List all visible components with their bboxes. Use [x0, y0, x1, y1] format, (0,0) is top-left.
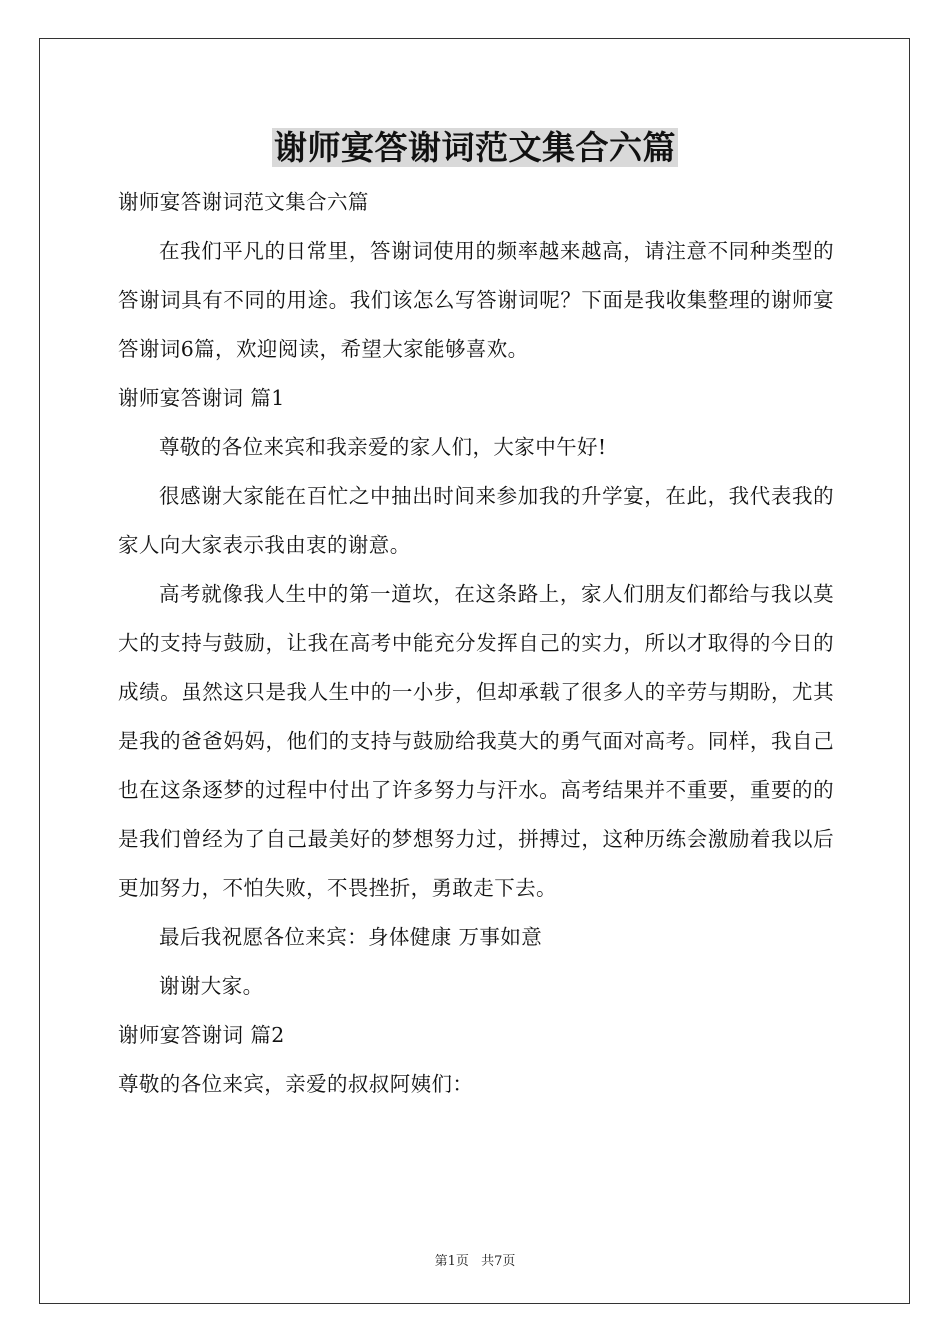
paragraph-closing: 谢谢大家。: [159, 974, 264, 998]
page-number: 第1页: [434, 1254, 469, 1269]
document-title-text: 谢师宴答谢词范文集合六篇: [274, 128, 676, 167]
document-title: [0, 127, 950, 169]
paragraph-thanks: 很感谢大家能在百忙之中抽出时间来参加我的升学宴，在此，我代表我的家人向大家表示我由衷的谢意。: [118, 484, 834, 557]
paragraph-subtitle: 谢师宴答谢词范文集合六篇: [118, 190, 369, 214]
paragraph-greeting-2: 尊敬的各位来宾，亲爱的叔叔阿姨们：: [118, 1072, 474, 1096]
paragraph-intro: 在我们平凡的日常里，答谢词使用的频率越来越高，请注意不同种类型的答谢词具有不同的用途。我们该怎么写答谢词呢？下面是我收集整理的谢师宴答谢词6篇，欢迎阅读，希望大家能够喜欢。: [118, 239, 834, 361]
paragraph-wishes: 最后我祝愿各位来宾：身体健康 万事如意: [159, 925, 543, 949]
section-heading-2: 谢师宴答谢词 篇2: [118, 1023, 285, 1047]
paragraph-gaokao: 高考就像我人生中的第一道坎，在这条路上，家人们朋友们都给与我以莫大的支持与鼓励，让我在高考中能充分发挥自己的实力，所以才取得的今日的成绩。虽然这只是我人生中的一小步，但却承载了很多人的辛劳与期盼，尤其是我的爸爸妈妈，他们的支持与鼓励给我莫大的勇气面对高考。同样，我自己也在这条逐梦的过程中付出了许多努力与汗水。高考结果并不重要，重要的的是我们曾经为了自己最美好的梦想努力过，拼搏过，这种历练会激励着我以后更加努力，不怕失败，不畏挫折，勇敢走下去。: [118, 582, 834, 900]
paragraph-greeting: 尊敬的各位来宾和我亲爱的家人们，大家中午好!: [159, 435, 607, 459]
document-body: [118, 178, 834, 1109]
page-total: 共7页: [481, 1254, 516, 1269]
section-heading-1: 谢师宴答谢词 篇1: [118, 386, 285, 410]
page-footer: [0, 1250, 950, 1269]
